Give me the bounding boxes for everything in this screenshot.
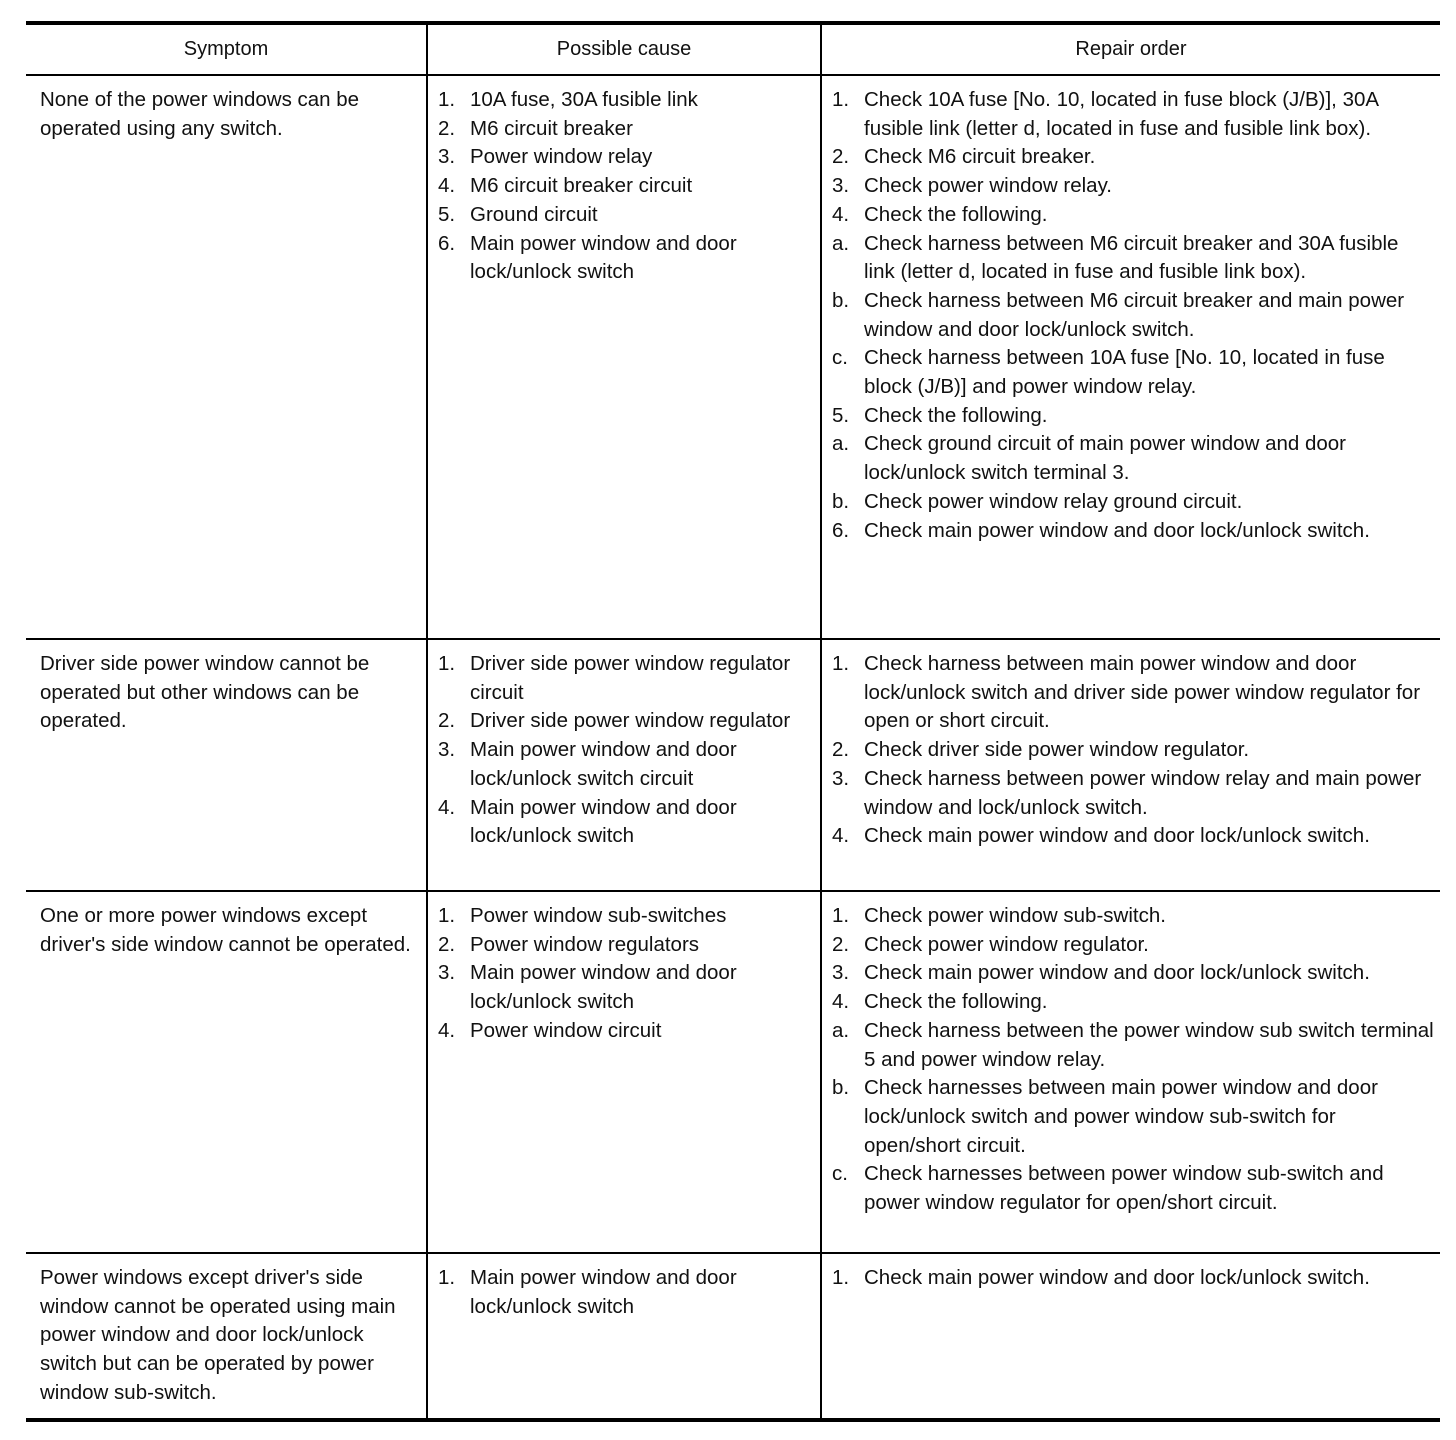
repair-step-text: Check the following.: [864, 202, 1048, 226]
repair-step: [832, 402, 1434, 431]
repair-step-marker: 6.: [832, 518, 850, 542]
repair-step-marker: 2.: [832, 932, 850, 956]
repair-step-marker: 2.: [832, 145, 850, 169]
possible-cause-cell: [427, 1253, 821, 1420]
repair-step: [832, 1074, 1434, 1160]
cause-item-marker: 3.: [438, 961, 456, 985]
table-row: [26, 75, 1440, 639]
repair-step-text: Check ground circuit of main power window and door lock/unlock switch terminal 3.: [864, 432, 1347, 485]
cause-item: [438, 1264, 814, 1321]
cause-item-marker: 1.: [438, 652, 456, 675]
cause-item: [438, 115, 814, 144]
repair-step-text: Check power window relay.: [864, 174, 1113, 198]
repair-step: [832, 488, 1434, 517]
repair-step-text: Check harness between the power window sub switch terminal 5 and power window relay.: [864, 1018, 1434, 1071]
cause-item-marker: 3.: [438, 738, 456, 762]
repair-step-text: Check power window sub-switch.: [864, 904, 1166, 927]
repair-step-marker: 1.: [832, 88, 850, 111]
cause-item: [438, 172, 814, 201]
cause-item-marker: 4.: [438, 174, 456, 198]
cause-item: [438, 230, 814, 287]
cause-item-marker: 4.: [438, 1018, 456, 1042]
table-row: [26, 891, 1440, 1253]
cause-item-text: Power window circuit: [470, 1018, 662, 1042]
repair-step: [832, 287, 1434, 344]
table-row: [26, 639, 1440, 891]
cause-item-text: Power window sub-switches: [470, 904, 727, 927]
repair-step: [832, 230, 1434, 287]
repair-step-marker: 3.: [832, 766, 850, 790]
cause-item-marker: 2.: [438, 116, 456, 140]
header-symptom: Symptom: [183, 38, 269, 60]
cause-item: [438, 707, 814, 736]
repair-step: [832, 201, 1434, 230]
repair-step-marker: a.: [832, 231, 850, 255]
table-row: [26, 1253, 1440, 1420]
repair-step: [832, 344, 1434, 401]
repair-step-marker: 4.: [832, 824, 850, 848]
repair-step: [832, 822, 1434, 851]
repair-order-cell: [821, 1253, 1440, 1420]
cause-item-marker: 3.: [438, 145, 456, 169]
repair-step-text: Check main power window and door lock/unlock switch.: [864, 824, 1370, 848]
cause-item-text: Main power window and door lock/unlock switch: [470, 961, 737, 1014]
cause-item: [438, 902, 814, 931]
repair-order-cell: [821, 891, 1440, 1253]
repair-step-marker: 5.: [832, 403, 850, 427]
cause-item: [438, 931, 814, 960]
repair-step-text: Check harness between M6 circuit breaker and 30A fusible link (letter d, located in fuse and fusible link box).: [864, 231, 1399, 284]
header-repair-order: Repair order: [821, 23, 1440, 75]
cause-item-text: Driver side power window regulator: [470, 709, 791, 733]
cause-item: [438, 736, 814, 793]
repair-step-marker: b.: [832, 1076, 850, 1100]
cause-item-text: Main power window and door lock/unlock switch: [470, 231, 737, 284]
repair-step-marker: 1.: [832, 904, 850, 927]
possible-cause-cell: [427, 891, 821, 1253]
cause-item: [438, 86, 814, 115]
cause-item-marker: 5.: [438, 202, 456, 226]
repair-step-marker: 4.: [832, 990, 850, 1014]
cause-item-marker: 2.: [438, 932, 456, 956]
repair-step: [832, 86, 1434, 143]
repair-order-cell: [821, 75, 1440, 639]
repair-step-text: Check harnesses between main power window and door lock/unlock switch and power window sub-switch for open/short circuit.: [864, 1076, 1378, 1157]
cause-item-text: 10A fuse, 30A fusible link: [470, 88, 698, 111]
repair-step-marker: 3.: [832, 961, 850, 985]
repair-step: [832, 765, 1434, 822]
trouble-diagnosis-table: [26, 21, 1440, 1422]
repair-step-text: Check harness between M6 circuit breaker and main power window and door lock/unlock switch.: [864, 288, 1405, 341]
cause-item-marker: 2.: [438, 709, 456, 733]
table-header-row: [26, 23, 1440, 75]
cause-item-marker: 1.: [438, 904, 456, 927]
cause-item-marker: 1.: [438, 88, 456, 111]
repair-step: [832, 172, 1434, 201]
repair-step-marker: c.: [832, 346, 848, 370]
repair-step-text: Check harness between 10A fuse [No. 10, located in fuse block (J/B)] and power window relay.: [864, 346, 1385, 399]
cause-item-text: Main power window and door lock/unlock switch: [470, 795, 737, 848]
possible-cause-cell: [427, 75, 821, 639]
repair-step-text: Check power window regulator.: [864, 932, 1149, 956]
header-possible-cause: Possible cause: [427, 23, 821, 75]
repair-step-text: Check M6 circuit breaker.: [864, 145, 1096, 169]
cause-item-marker: 1.: [438, 1266, 456, 1289]
repair-step-text: Check the following.: [864, 403, 1048, 427]
repair-step-marker: a.: [832, 432, 850, 456]
cause-item: [438, 143, 814, 172]
repair-step-text: Check driver side power window regulator.: [864, 738, 1250, 762]
cause-item-text: Ground circuit: [470, 202, 598, 226]
cause-item-text: Power window regulators: [470, 932, 700, 956]
symptom-cell: One or more power windows except driver's side window cannot be operated.: [40, 904, 411, 956]
repair-step: [832, 736, 1434, 765]
symptom-cell: Driver side power window cannot be operated but other windows can be operated.: [40, 652, 370, 733]
repair-step-text: Check harness between main power window and door lock/unlock switch and driver side power window regulator for open or short circuit.: [864, 652, 1421, 733]
repair-step: [832, 1160, 1434, 1217]
cause-item: [438, 794, 814, 851]
repair-step: [832, 430, 1434, 487]
symptom-cell: None of the power windows can be operated using any switch.: [40, 88, 360, 140]
repair-step: [832, 931, 1434, 960]
cause-item-text: M6 circuit breaker circuit: [470, 174, 693, 198]
repair-step-text: Check main power window and door lock/unlock switch.: [864, 1266, 1370, 1289]
repair-step-marker: b.: [832, 288, 850, 312]
repair-step-marker: c.: [832, 1162, 848, 1186]
repair-step-text: Check harness between power window relay and main power window and lock/unlock switch.: [864, 766, 1422, 819]
cause-item-text: Driver side power window regulator circuit: [470, 652, 791, 704]
repair-step-text: Check harnesses between power window sub-switch and power window regulator for open/short circuit.: [864, 1162, 1384, 1215]
repair-step-marker: a.: [832, 1018, 850, 1042]
repair-step: [832, 988, 1434, 1017]
repair-step: [832, 143, 1434, 172]
repair-step-text: Check the following.: [864, 990, 1048, 1014]
possible-cause-cell: [427, 639, 821, 891]
cause-item-marker: 6.: [438, 231, 456, 255]
repair-step: [832, 1017, 1434, 1074]
cause-item-text: Main power window and door lock/unlock switch: [470, 1266, 737, 1318]
repair-step: [832, 959, 1434, 988]
cause-item-text: M6 circuit breaker: [470, 116, 633, 140]
symptom-cell: Power windows except driver's side window cannot be operated using main power window and door lock/unlock switch but can be operated by power window sub-switch.: [40, 1266, 396, 1404]
repair-step: [832, 517, 1434, 546]
repair-step-marker: b.: [832, 489, 850, 513]
cause-item: [438, 201, 814, 230]
cause-item-marker: 4.: [438, 795, 456, 819]
repair-step: [832, 1264, 1434, 1293]
cause-item-text: Power window relay: [470, 145, 653, 169]
repair-step-marker: 2.: [832, 738, 850, 762]
repair-order-cell: [821, 639, 1440, 891]
cause-item: [438, 1017, 814, 1046]
cause-item-text: Main power window and door lock/unlock switch circuit: [470, 738, 737, 790]
repair-step-text: Check main power window and door lock/unlock switch.: [864, 518, 1370, 542]
repair-step-marker: 1.: [832, 1266, 850, 1289]
repair-step-marker: 3.: [832, 174, 850, 198]
repair-step: [832, 902, 1434, 931]
cause-item: [438, 959, 814, 1016]
repair-step-text: Check 10A fuse [No. 10, located in fuse block (J/B)], 30A fusible link (letter d, located in fuse and fusible link box).: [864, 88, 1378, 140]
repair-step-marker: 1.: [832, 652, 850, 675]
repair-step-marker: 4.: [832, 202, 850, 226]
repair-step: [832, 650, 1434, 736]
document-page: [26, 21, 1440, 1422]
repair-step-text: Check main power window and door lock/unlock switch.: [864, 961, 1370, 985]
repair-step-text: Check power window relay ground circuit.: [864, 489, 1243, 513]
cause-item: [438, 650, 814, 707]
